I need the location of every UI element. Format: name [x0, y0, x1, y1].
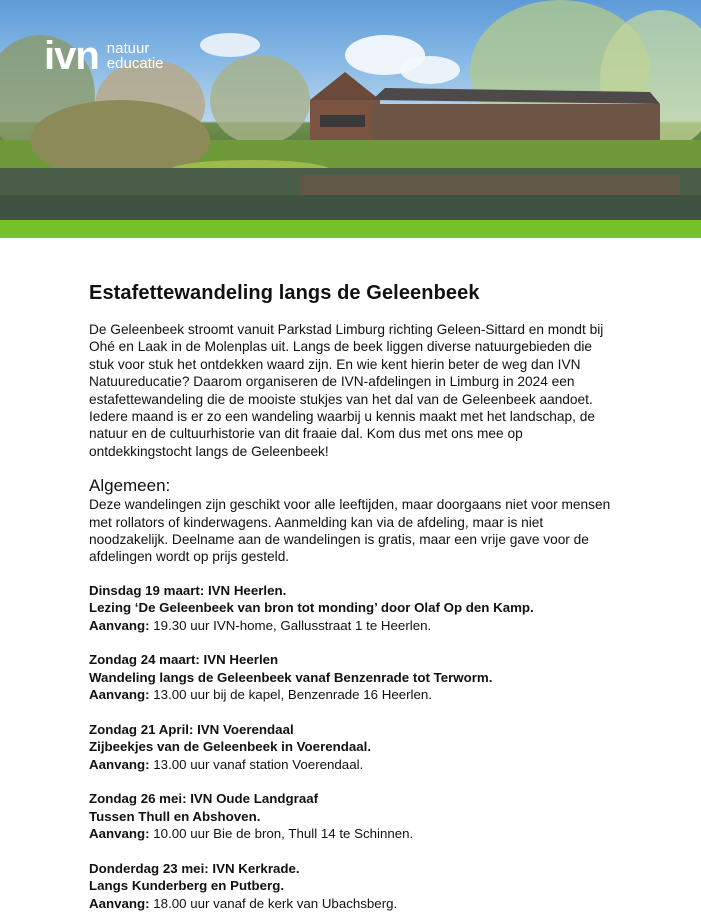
header-photo: [0, 0, 701, 220]
page-title: Estafettewandeling langs de Geleenbeek: [89, 282, 480, 304]
logo-line-1: natuur: [106, 40, 150, 57]
intro-paragraph: De Geleenbeek stroomt vanuit Parkstad Limburg richting Geleen-Sittard en mondt bij Ohé en Laak in de Molenplas uit. Langs de beek liggen diverse natuurgebieden die stuk voor stuk het ontdekken waard zijn. En wie kent hierin beter de weg dan IVN Natuureducatie? Daarom organiseren de IVN-afdelingen in Limburg in 2024 een estafettewandeling die de mooiste stukjes van het dal van de Geleenbeek aandoet. Iedere maand is er zo een wandeling waarbij u kennis maakt met het landschap, de natuur en de cultuurhistorie van dit fraaie dal. Kom dus met ons mee op ontdekkingstocht langs de Geleenbeek!: [89, 322, 604, 459]
event-title: Wandeling langs de Geleenbeek vanaf Benzenrade tot Terworm.: [89, 669, 493, 685]
event-start-text: 10.00 uur Bie de bron, Thull 14 te Schinnen.: [149, 826, 414, 842]
event-title: Lezing ‘De Geleenbeek van bron tot monding’ door Olaf Op den Kamp.: [89, 600, 534, 616]
event-start-text: 18.00 uur vanaf de kerk van Ubachsberg.: [149, 895, 398, 911]
event-date: Donderdag 23 mei: IVN Kerkrade.: [89, 860, 300, 876]
event-title: Tussen Thull en Abshoven.: [89, 808, 261, 824]
event-date: Zondag 21 April: IVN Voerendaal: [89, 721, 294, 737]
event-date: Zondag 24 maart: IVN Heerlen: [89, 652, 279, 668]
landscape-illustration: [0, 0, 701, 220]
event-start-label: Aanvang:: [89, 895, 150, 911]
general-paragraph: Deze wandelingen zijn geschikt voor alle leeftijden, maar doorgaans niet voor mensen met rollators of kinderwagens. Aanmelding kan via de afdeling, maar is niet noodzakelijk. Deelname aan de wandelingen is gratis, maar een vrije gave voor de afdelingen wordt op prijs gesteld.: [89, 497, 611, 565]
event-item: [89, 721, 611, 774]
event-item: [89, 860, 611, 912]
event-date: Dinsdag 19 maart: IVN Heerlen.: [89, 582, 287, 598]
event-item: [89, 790, 611, 843]
ivn-logo: [44, 36, 164, 76]
event-title: Zijbeekjes van de Geleenbeek in Voerendaal.: [89, 739, 372, 755]
accent-bar: [0, 220, 701, 238]
event-start-text: 19.30 uur IVN-home, Gallusstraat 1 te Heerlen.: [149, 617, 432, 633]
event-start-text: 13.00 uur bij de kapel, Benzenrade 16 Heerlen.: [149, 687, 432, 703]
event-title: Langs Kunderberg en Putberg.: [89, 878, 285, 894]
logo-line-2: educatie: [106, 55, 164, 72]
event-start-label: Aanvang:: [89, 617, 150, 633]
general-heading: Algemeen:: [89, 476, 171, 496]
event-date: Zondag 26 mei: IVN Oude Landgraaf: [89, 791, 319, 807]
event-start-label: Aanvang:: [89, 687, 150, 703]
event-list: [89, 582, 611, 912]
event-start-text: 13.00 uur vanaf station Voerendaal.: [149, 756, 364, 772]
article: [0, 238, 701, 912]
event-start-label: Aanvang:: [89, 756, 150, 772]
event-start-label: Aanvang:: [89, 826, 150, 842]
logo-mark: ivn: [44, 34, 99, 78]
logo-text: [107, 41, 164, 71]
event-item: [89, 651, 611, 704]
event-item: [89, 582, 611, 635]
